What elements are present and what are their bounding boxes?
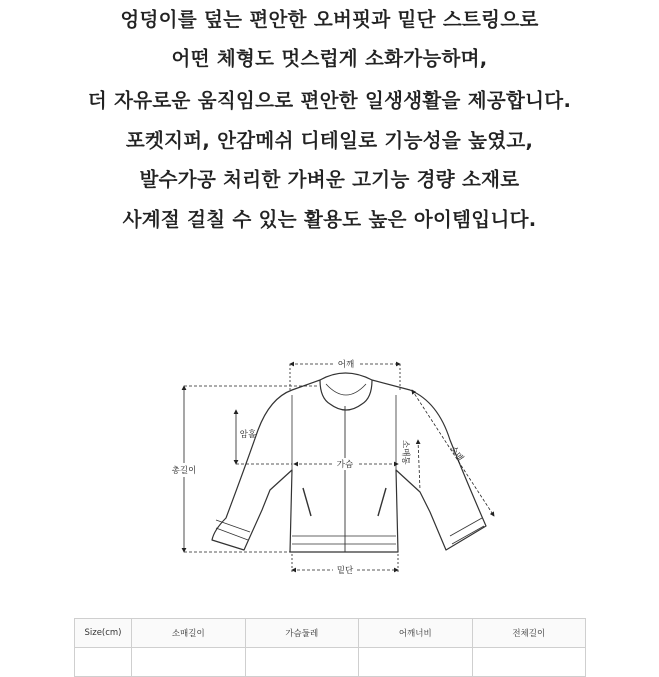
- measurement-diagram: [0, 340, 659, 585]
- chest-header-cell: 가슴둘레: [245, 619, 359, 648]
- hem-label: 밑단: [336, 566, 354, 576]
- armhole-label: 암홀: [239, 430, 257, 440]
- chest-label: 가슴: [336, 460, 354, 470]
- description-line: 어떤 체형도 멋스럽게 소화가능하며,: [171, 47, 488, 70]
- description-line: 발수가공 처리한 가벼운 고기능 경량 소재로: [139, 168, 520, 191]
- sleeve-length-header-cell: 소매길이: [132, 619, 246, 648]
- description-line: 더 자유로운 움직임으로 편안한 일생생활을 제공합니다.: [87, 89, 572, 112]
- description-line: 포켓지퍼, 안감메쉬 디테일로 기능성을 높였고,: [125, 129, 534, 152]
- size-header-cell: Size(cm): [75, 619, 132, 648]
- total-length-header-cell: 전체길이: [472, 619, 586, 648]
- total-length-label: 총길이: [171, 466, 197, 476]
- shoulder-label: 어깨: [337, 360, 355, 370]
- size-table: [74, 618, 586, 677]
- shoulder-width-header-cell: 어깨너비: [359, 619, 473, 648]
- table-row: [75, 648, 586, 677]
- sleeve-label: 소매: [447, 444, 465, 464]
- description-line: 엉덩이를 덮는 편안한 오버핏과 밑단 스트링으로: [120, 8, 539, 31]
- description-line: 사계절 걸칠 수 있는 활용도 높은 아이템입니다.: [122, 208, 537, 231]
- sleeve-cuff-label: 소매통: [400, 440, 410, 465]
- size-table-header-row: [75, 619, 586, 648]
